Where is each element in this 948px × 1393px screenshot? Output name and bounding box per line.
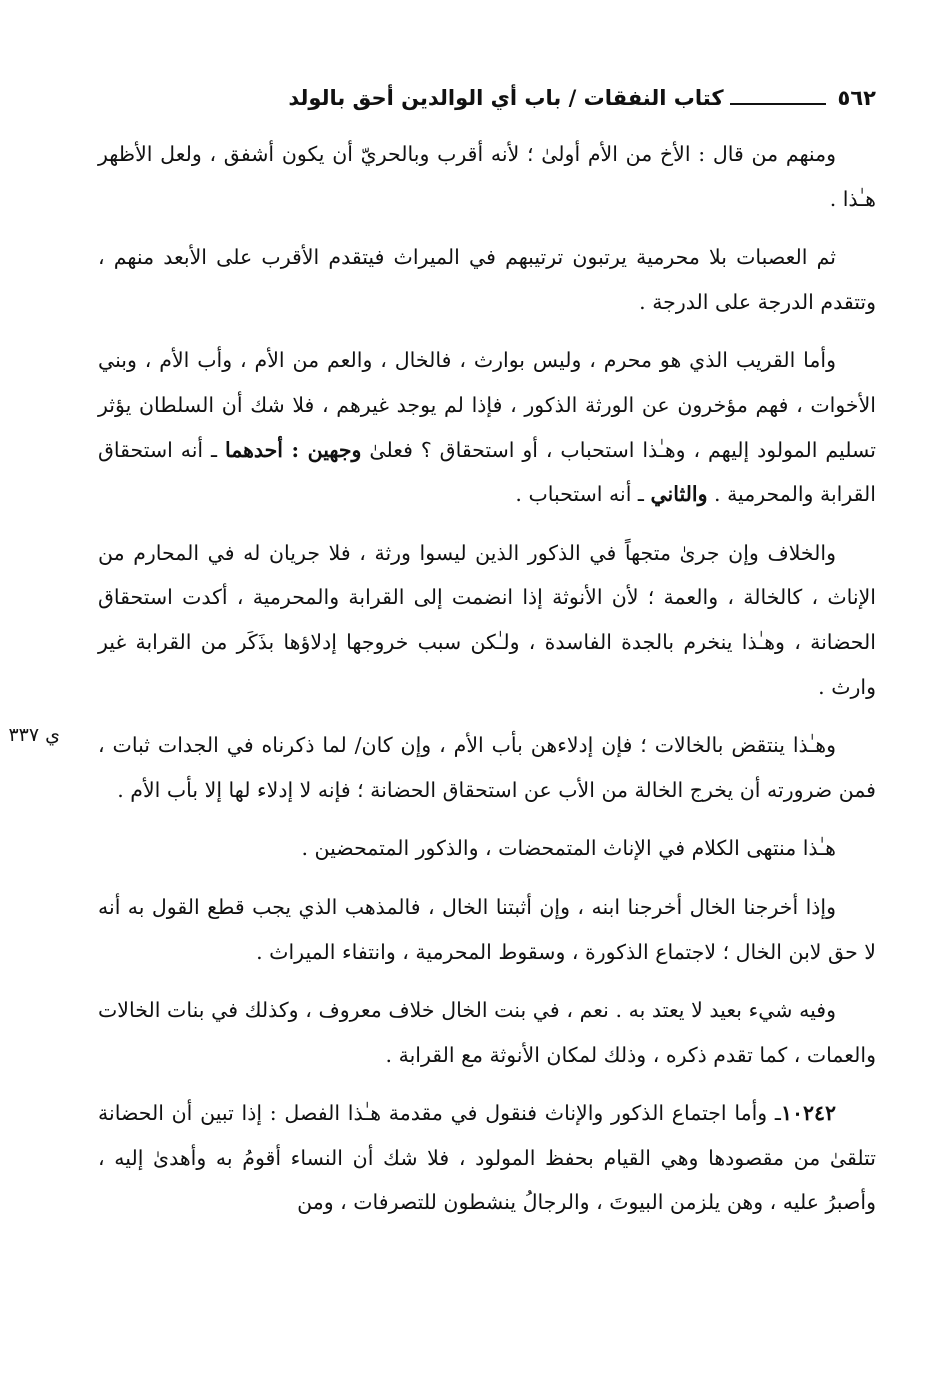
margin-reference: ي ٣٣٧: [8, 724, 60, 746]
paragraph-text: وإذا أخرجنا الخال أخرجنا ابنه ، وإن أثبتنا الخال ، فالمذهب الذي يجب قطع القول به أنه لا حق لابن الخال ؛ لاجتماع الذكورة ، وسقوط المحرمية ، وانتفاء الميراث .: [98, 894, 876, 964]
paragraph: [98, 338, 876, 516]
header-rule: [730, 103, 826, 105]
paragraph-text: هـٰذا منتهى الكلام في الإناث المتمحضات ، والذكور المتمحضين .: [301, 836, 836, 861]
paragraph: [98, 826, 876, 871]
paragraph: [98, 132, 876, 221]
paragraph-text: ومنهم من قال : الأخ من الأم أولىٰ ؛ لأنه أقرب وبالحريّ أن يكون أشفق ، ولعل الأظهر هـٰذا .: [98, 142, 876, 211]
paragraph: [98, 723, 876, 812]
paragraph-text: وأما القريب الذي هو محرم ، وليس بوارث ، فالخال ، والعم من الأم ، وأب الأم ، وبني الأخوات ، فهم مؤخرون عن الورثة الذكور ، فإذا لم يوجد غيرهم ، فلا شك أن السلطان يؤثر تسليم المولود إليهم ، وهـٰذا استحباب ، أو استحقاق ؟ فعلىٰ: [98, 348, 876, 462]
running-title: كتاب النفقات / باب أي الوالدين أحق بالولد: [288, 86, 724, 110]
paragraph-text: ثم العصبات بلا محرمية يرتبون ترتيبهم في الميراث فيتقدم الأقرب على الأبعد منهم ، وتتقدم الدرجة على الدرجة .: [98, 245, 876, 314]
paragraph: [98, 885, 876, 974]
paragraph: [98, 1091, 876, 1225]
body-text: [98, 132, 876, 1225]
page-number: ٥٦٢: [837, 86, 876, 110]
paragraph-text: ـ أنه استحقاق القرابة والمحرمية .: [98, 437, 876, 507]
paragraph-text: ـ وأما اجتماع الذكور والإناث فنقول في مقدمة هـٰذا الفصل : إذا تبين أن الحضانة تتلقىٰ من مقصودها وهي القيام بحفظ المولود ، فلا شك أن النساء أقومُ به وأهدىٰ إليه ، وأصبرُ عليه ، وهن يلزمن البيوتَ ، والرجالُ ينشطون للتصرفات ، ومن: [98, 1101, 876, 1215]
paragraph: [98, 531, 876, 709]
paragraph: [98, 235, 876, 324]
bold-term: والثاني: [650, 482, 708, 507]
running-header: [98, 80, 876, 116]
paragraph-text: ـ أنه استحباب .: [515, 482, 651, 507]
paragraph: [98, 988, 876, 1077]
issue-number: ١٠٢٤٢: [780, 1101, 836, 1126]
bold-term: وجهين : أحدهما: [224, 437, 362, 462]
paragraph-text: وفيه شيء بعيد لا يعتد به . نعم ، في بنت الخال خلاف معروف ، وكذلك في بنات الخالات والعمات ، كما تقدم ذكره ، وذلك لمكان الأنوثة مع القرابة .: [98, 998, 876, 1067]
paragraph-text: والخلاف وإن جرىٰ متجهاً في الذكور الذين ليسوا ورثة ، فلا جريان له في المحارم من الإناث ، كالخالة ، والعمة ؛ لأن الأنوثة إذا انضمت إلى القرابة والمحرمية ، أكدت استحقاق الحضانة ، وهـٰذا ينخرم بالجدة الفاسدة ، ولـٰكن سبب خروجها إدلاؤها بذَكَر من القرابة غير وارث .: [98, 540, 876, 699]
paragraph-text: وهـٰذا ينتقض بالخالات ؛ فإن إدلاءهن بأب الأم ، وإن كان/ لما ذكرناه في الجدات ثبات ، فمن ضرورته أن يخرج الخالة من الأب عن استحقاق الحضانة ؛ فإنه لا إدلاء لها إلا بأب الأم .: [98, 733, 876, 802]
